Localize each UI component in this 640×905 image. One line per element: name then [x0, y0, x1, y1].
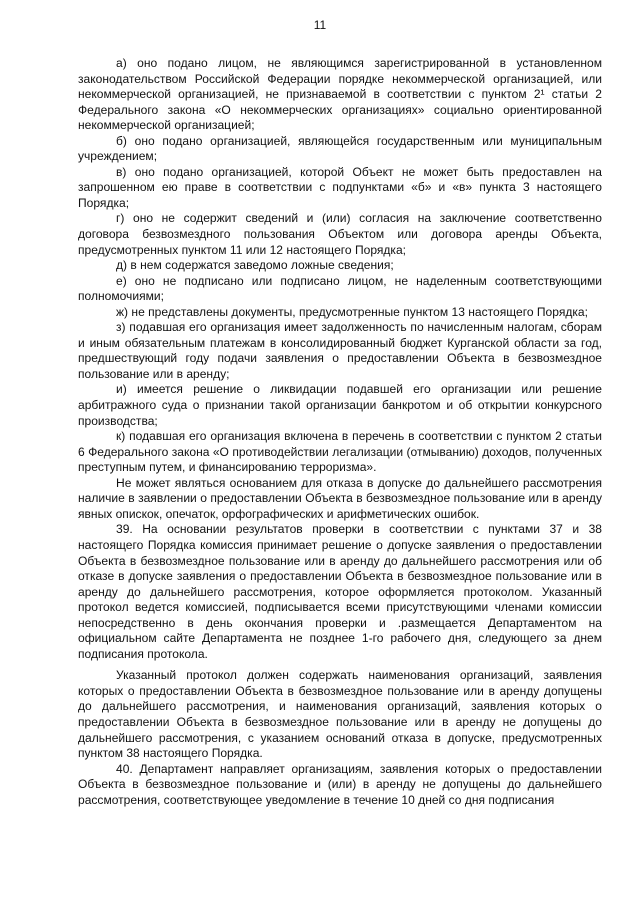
- paragraph-g: г) оно не содержит сведений и (или) согласия на заключение соответственно договора безвозмездного пользования Объектом или договора аренды Объекта, предусмотренных пунктом 11 или 12 настоящего Порядка;: [78, 211, 602, 257]
- paragraph-40: 40. Департамент направляет организациям, заявления которых о предоставлении Объекта в безвозмездное пользование и (или) в аренду не допущены до дальнейшего рассмотрения, соответствующее уведомление в течение 10 дней со дня подписания: [78, 761, 602, 807]
- page-number: 11: [313, 18, 327, 32]
- paragraph-k: к) подавшая его организация включена в перечень в соответствии с пунктом 2 статьи 6 Федерального закона «О противодействии легализации (отмыванию) доходов, полученных преступным путем, и финансированию терроризма».: [78, 429, 602, 475]
- paragraph-protocol: Указанный протокол должен содержать наименования организаций, заявления которых о предоставлении Объекта в безвозмездное пользование или в аренду допущены до дальнейшего рассмотрения, и наименования организаций, заявления которых о предоставлении Объекта в безвозмездное пользование или в аренду не допущены до дальнейшего рассмотрения, с указанием оснований отказа в допуске, предусмотренных пунктом 38 настоящего Порядка.: [78, 668, 602, 761]
- paragraph-note: Не может являться основанием для отказа в допуске до дальнейшего рассмотрения наличие в заявлении о предоставлении Объекта в безвозмездное пользование или в аренду явных опискок, опечаток, орфографических и арифметических ошибок.: [78, 475, 602, 521]
- paragraph-i: и) имеется решение о ликвидации подавшей его организации или решение арбитражного суда о признании такой организации банкротом и об открытии конкурсного производства;: [78, 382, 602, 428]
- paragraph-zh: ж) не представлены документы, предусмотренные пунктом 13 настоящего Порядка;: [116, 304, 588, 319]
- paragraph-z: з) подавшая его организация имеет задолженность по начисленным налогам, сборам и иным обязательным платежам в консолидированный бюджет Курганской области за год, предшествующий году подачи заявления о предоставлении Объекта в безвозмездное пользование или в аренду;: [78, 320, 602, 381]
- document-body: [78, 56, 602, 808]
- paragraph-e: е) оно не подписано или подписано лицом, не наделенным соответствующими полномочиями;: [78, 273, 602, 304]
- paragraph-a: а) оно подано лицом, не являющимся зарегистрированной в установленном законодательством Российской Федерации порядке некоммерческой организацией, или некоммерческой организацией, не признаваемой в соответствии с пунктом 2¹ статьи 2 Федерального закона «О некоммерческих организациях» социально ориентированной некоммерческой организацией;: [78, 56, 602, 133]
- paragraph-v: в) оно подано организацией, которой Объект не может быть предоставлен на запрошенном ею праве в соответствии с подпунктами «б» и «в» пункта 3 настоящего Порядка;: [78, 164, 602, 210]
- paragraph-b: б) оно подано организацией, являющейся государственным или муниципальным учреждением;: [78, 133, 602, 164]
- paragraph-d: д) в нем содержатся заведомо ложные сведения;: [116, 258, 394, 273]
- paragraph-39: 39. На основании результатов проверки в соответствии с пунктами 37 и 38 настоящего Порядка комиссия принимает решение о допуске заявления о предоставлении Объекта в безвозмездное пользование или в аренду до дальнейшего рассмотрения или об отказе в допуске заявления о предоставлении Объекта в безвозмездное пользование или в аренду до дальнейшего рассмотрения, которое оформляется протоколом. Указанный протокол ведется комиссией, подписывается всеми присутствующими членами комиссии непосредственно в день окончания проверки и .размещается Департаментом на официальном сайте Департамента не позднее 1-го рабочего дня, следующего за днем подписания протокола.: [78, 522, 602, 661]
